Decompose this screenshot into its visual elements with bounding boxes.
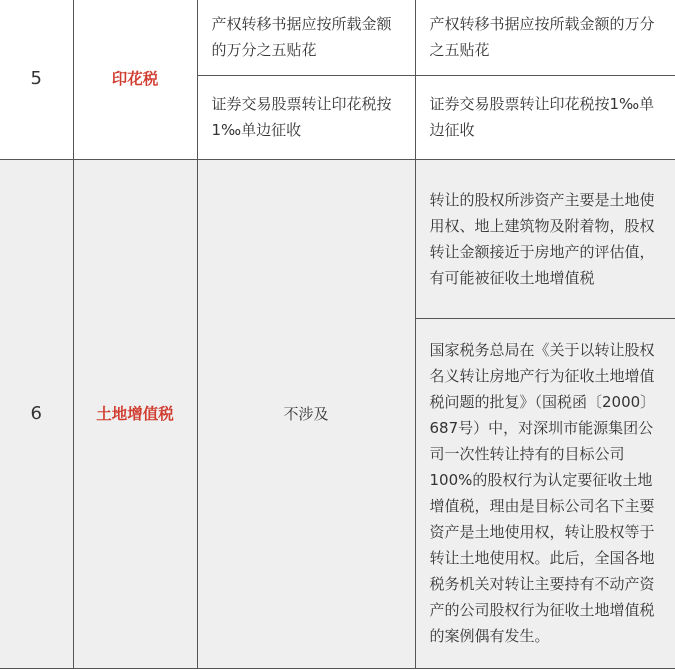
table-cell: 证券交易股票转让印花税按1‰单边征收 xyxy=(415,75,675,159)
table-row xyxy=(0,159,675,318)
row-number: 5 xyxy=(0,0,73,159)
table-cell: 国家税务总局在《关于以转让股权名义转让房地产行为征收土地增值税问题的批复》（国税函〔2000〕687号）中，对深圳市能源集团公司一次性转让持有的目标公司100%的股权行为认定要征收土地增值税，理由是目标公司名下主要资产是土地使用权，转让股权等于转让土地使用权。此后，全国各地税务机关对转让主要持有不动产资产的公司股权行为征收土地增值税的案例偶有发生。 xyxy=(415,318,675,668)
table-cell: 证券交易股票转让印花税按1‰单边征收 xyxy=(197,75,415,159)
table-cell: 转让的股权所涉资产主要是土地使用权、地上建筑物及附着物，股权转让金额接近于房地产的评估值，有可能被征收土地增值税 xyxy=(415,159,675,318)
tax-name: 土地增值税 xyxy=(73,159,197,668)
table-row xyxy=(0,0,675,75)
row-number: 6 xyxy=(0,159,73,668)
tax-name: 印花税 xyxy=(73,0,197,159)
table-cell: 不涉及 xyxy=(197,159,415,668)
table-cell: 产权转移书据应按所载金额的万分之五贴花 xyxy=(197,0,415,75)
table-cell: 产权转移书据应按所载金额的万分之五贴花 xyxy=(415,0,675,75)
